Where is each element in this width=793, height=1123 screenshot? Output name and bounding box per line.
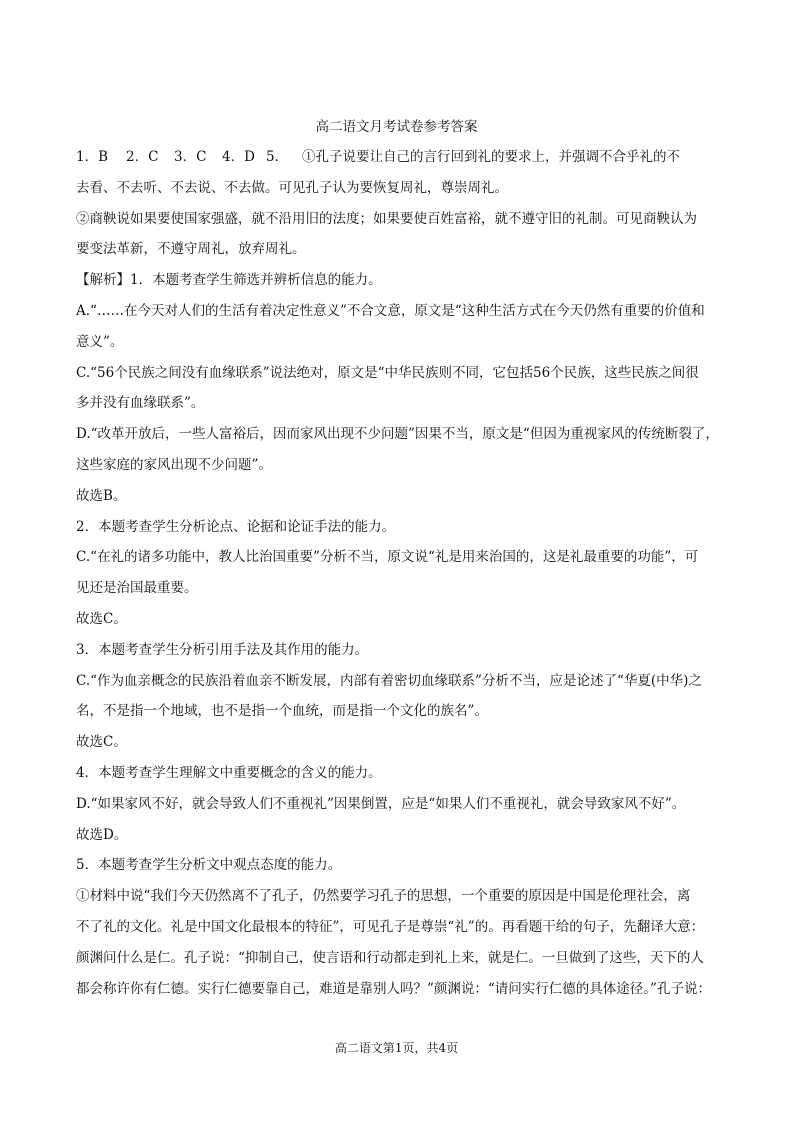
paragraph-line: 都会称许你有仁德。实行仁德要靠自己，难道是靠别人吗？”颜渊说：“请问实行仁德的具体途径。”孔子说： (76, 980, 711, 997)
answer-5-line-2: 去看、不去听、不去说、不去做。可见孔子认为要恢复周礼，尊崇周礼。 (76, 179, 508, 196)
paragraph-line: D.“改革开放后，一些人富裕后，因而家风出现不少问题”因果不当，原文是“但因为重视家风的传统断裂了， (76, 426, 719, 443)
paragraph-line: 颜渊问什么是仁。孔子说：“抑制自己，使言语和行动都走到礼上来，就是仁。一旦做到了这些，天下的人 (76, 949, 704, 966)
document-body (76, 142, 740, 1004)
paragraph-line: 故选C。 (76, 734, 127, 751)
paragraph-line: 这些家庭的家风出现不少问题”。 (76, 456, 272, 473)
paragraph-line: ①材料中说“我们今天仍然离不了孔子，仍然要学习孔子的思想，一个重要的原因是中国是伦理社会，离 (76, 888, 691, 905)
paragraph-line: 2．本题考查学生分析论点、论据和论证手法的能力。 (76, 518, 396, 535)
answer-1: 1．B (76, 149, 109, 165)
paragraph-line: ②商鞅说如果要使国家强盛，就不沿用旧的法度；如果要使百姓富裕，就不遵守旧的礼制。可见商鞅认为 (76, 210, 697, 227)
paragraph-line: D.“如果家风不好，就会导致人们不重视礼”因果倒置，应是“如果人们不重视礼，就会导致家风不好”。 (76, 795, 686, 812)
paragraph-line: 故选B。 (76, 487, 127, 504)
answer-5-number: 5． (266, 149, 289, 165)
paragraph-line: 名，不是指一个地域，也不是指一个血统，而是指一个文化的族名”。 (76, 703, 488, 720)
paragraph-line: A.“……在今天对人们的生活有着决定性意义”不合文意，原文是“这种生活方式在今天仍然有重要的价值和 (76, 302, 705, 319)
answer-key-line (76, 142, 740, 173)
paragraph-line: 意义”。 (76, 333, 124, 350)
paragraph-line: 多并没有血缘联系”。 (76, 395, 205, 412)
paragraph-line: 要变法革新，不遵守周礼，放弃周礼。 (76, 241, 306, 258)
answer-5-line-1: ①孔子说要让自己的言行回到礼的要求上，并强调不合乎礼的不 (302, 149, 680, 165)
paragraph-line: 故选C。 (76, 610, 127, 627)
page-footer (0, 1040, 793, 1056)
page-number-text: 高二语文第1页，共4页 (334, 1041, 459, 1055)
paragraph-line: C.“在礼的诸多功能中，教人比治国重要”分析不当，原文说“礼是用来治国的，这是礼最重要的功能”，可 (76, 549, 699, 566)
answer-3: 3．C (174, 149, 207, 165)
paragraph-line: 故选D。 (76, 826, 128, 843)
paragraph-line: 不了礼的文化。礼是中国文化最根本的特征”，可见孔子是尊崇“礼”的。再看题干给的句子，先翻译大意： (76, 918, 705, 935)
analysis-heading: 【解析】1．本题考查学生筛选并辨析信息的能力。 (76, 272, 382, 289)
paragraph-line: C.“作为血亲概念的民族沿着血亲不断发展，内部有着密切血缘联系”分析不当，应是论述了“华夏(中华)之 (76, 672, 702, 689)
answer-2: 2．C (126, 149, 159, 165)
paragraph-line: 见还是治国最重要。 (76, 580, 198, 597)
document-title: 高二语文月考试卷参考答案 (315, 119, 478, 135)
paragraph-line: 4．本题考查学生理解文中重要概念的含义的能力。 (76, 764, 382, 781)
paragraph-line: C.“56个民族之间没有血缘联系”说法绝对，原文是“中华民族则不同，它包括56个民族，这些民族之间很 (76, 364, 699, 381)
paragraph-line: 3．本题考查学生分析引用手法及其作用的能力。 (76, 641, 369, 658)
answer-4: 4．D (222, 149, 255, 165)
paragraph-line: 5．本题考查学生分析文中观点态度的能力。 (76, 857, 342, 874)
